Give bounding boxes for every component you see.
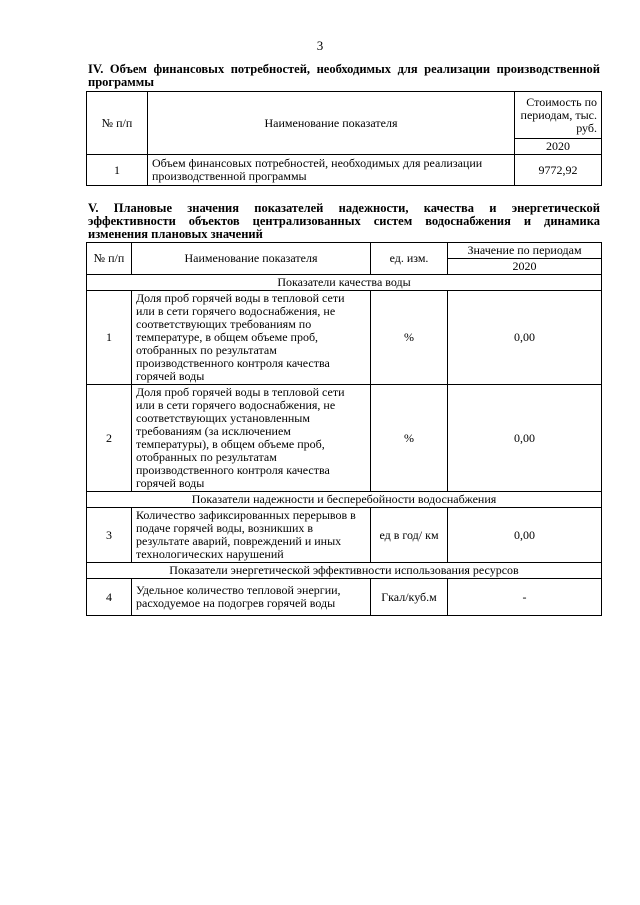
row-name: Удельное количество тепловой энергии, расходуемое на подогрев горячей воды (132, 579, 371, 616)
table-row (87, 291, 602, 385)
table-row (87, 508, 602, 563)
col-value-header: Значение по периодам (448, 243, 602, 259)
year-header: 2020 (515, 139, 602, 155)
row-value: - (448, 579, 602, 616)
table-row (87, 385, 602, 492)
financial-needs-table (86, 91, 602, 186)
row-name: Доля проб горячей воды в тепловой сети или в сети горячего водоснабжения, не соответствующих установленным требованиям (за исключением температуры), в общем объеме проб, отобранных по результатам производственного контроля качества горячей воды (132, 385, 371, 492)
col-cost-header: Стоимость по периодам, тыс. руб. (515, 92, 602, 139)
row-value: 0,00 (448, 508, 602, 563)
col-num-header: № п/п (87, 243, 132, 275)
row-num: 1 (87, 155, 148, 186)
row-unit: Гкал/куб.м (371, 579, 448, 616)
row-value: 9772,92 (515, 155, 602, 186)
row-unit: ед в год/ км (371, 508, 448, 563)
row-num: 3 (87, 508, 132, 563)
row-num: 1 (87, 291, 132, 385)
section-4-heading: IV. Объем финансовых потребностей, необходимых для реализации производственной программы (88, 62, 600, 89)
group-title-quality: Показатели качества воды (87, 275, 602, 291)
col-num-header: № п/п (87, 92, 148, 155)
table-row (87, 579, 602, 616)
section-5-heading: V. Плановые значения показателей надежности, качества и энергетической эффективности объектов централизованных систем водоснабжения и динамика изменения плановых значений (88, 201, 600, 241)
row-value: 0,00 (448, 385, 602, 492)
row-num: 4 (87, 579, 132, 616)
col-unit-header: ед. изм. (371, 243, 448, 275)
row-value: 0,00 (448, 291, 602, 385)
indicators-table (86, 242, 602, 616)
page-number: 3 (316, 38, 324, 53)
row-unit: % (371, 291, 448, 385)
group-title-reliability: Показатели надежности и бесперебойности водоснабжения (87, 492, 602, 508)
table-row (87, 155, 602, 186)
row-unit: % (371, 385, 448, 492)
row-num: 2 (87, 385, 132, 492)
col-name-header: Наименование показателя (148, 92, 515, 155)
row-name: Доля проб горячей воды в тепловой сети или в сети горячего водоснабжения, не соответствующих требованиям по температуре, в общем объеме проб, отобранных по результатам производственного контроля качества горячей воды (132, 291, 371, 385)
row-name: Количество зафиксированных перерывов в подаче горячей воды, возникших в результате аварий, повреждений и иных технологических нарушений (132, 508, 371, 563)
group-title-energy: Показатели энергетической эффективности использования ресурсов (87, 563, 602, 579)
year-header: 2020 (448, 259, 602, 275)
col-name-header: Наименование показателя (132, 243, 371, 275)
row-name: Объем финансовых потребностей, необходимых для реализации производственной программы (148, 155, 515, 186)
